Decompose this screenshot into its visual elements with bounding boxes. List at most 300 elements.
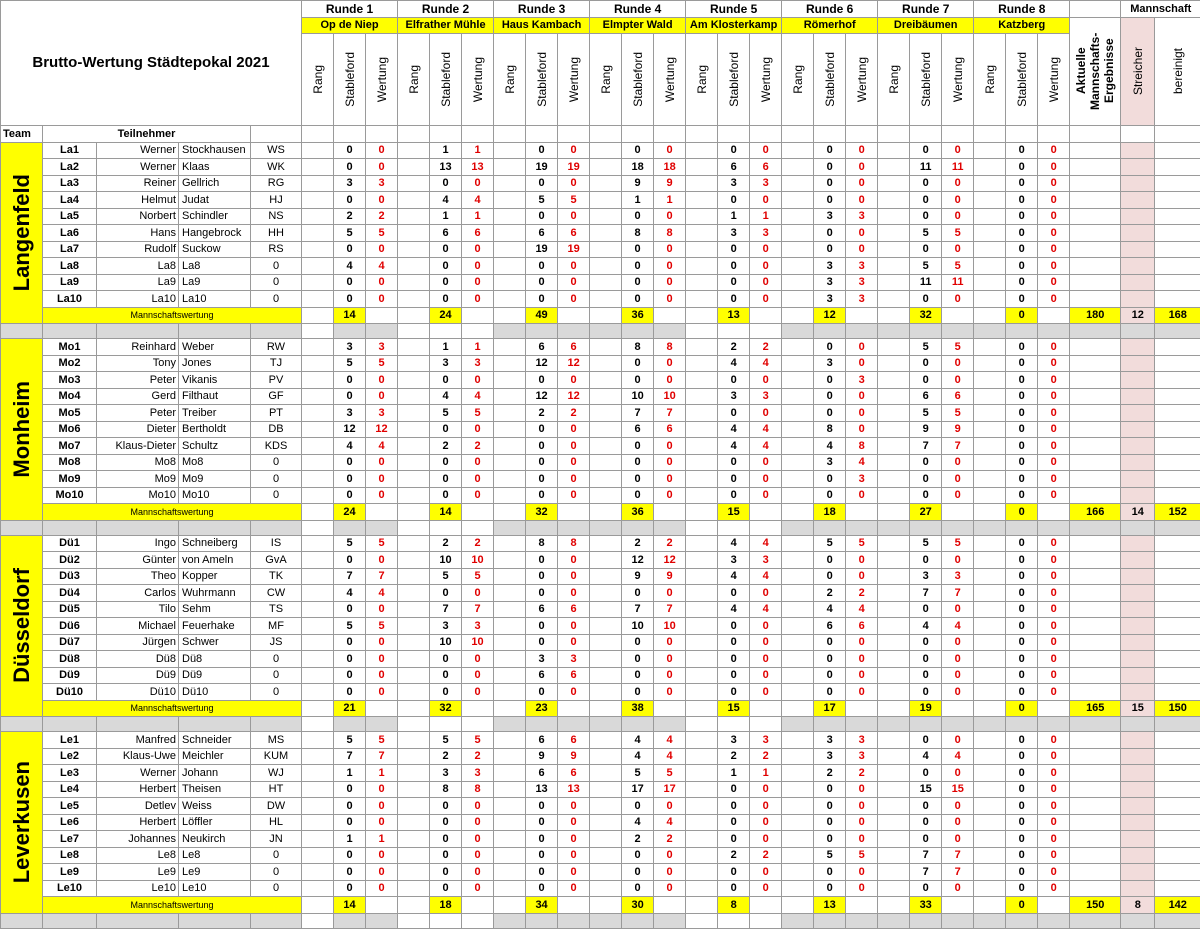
rang-cell bbox=[398, 355, 430, 372]
stableford-cell: 0 bbox=[430, 454, 462, 471]
separator-cell bbox=[1, 913, 43, 928]
separator-cell bbox=[462, 520, 494, 535]
wertung-cell: 0 bbox=[366, 880, 398, 897]
rang-cell bbox=[302, 225, 334, 242]
stableford-cell: 0 bbox=[526, 274, 558, 291]
rang-cell bbox=[878, 225, 910, 242]
wertung-cell: 0 bbox=[462, 814, 494, 831]
rang-cell bbox=[590, 864, 622, 881]
stableford-cell: 0 bbox=[430, 487, 462, 504]
stableford-cell: 0 bbox=[430, 585, 462, 602]
team-round-total: 18 bbox=[430, 897, 462, 914]
wertung-cell: 4 bbox=[942, 748, 974, 765]
rang-cell bbox=[686, 159, 718, 176]
player-row bbox=[1, 765, 1200, 782]
wertung-cell: 7 bbox=[366, 748, 398, 765]
rang-cell bbox=[782, 372, 814, 389]
blank bbox=[1155, 487, 1200, 504]
stableford-cell: 0 bbox=[718, 471, 750, 488]
player-last-name: Theisen bbox=[179, 781, 251, 798]
rang-cell bbox=[782, 765, 814, 782]
rang-cell bbox=[782, 142, 814, 159]
stableford-cell: 7 bbox=[910, 864, 942, 881]
page-title: Brutto-Wertung Städtepokal 2021 bbox=[1, 1, 302, 126]
rang-cell bbox=[974, 274, 1006, 291]
player-initials: 0 bbox=[251, 651, 302, 668]
separator-cell bbox=[334, 717, 366, 732]
stableford-cell: 0 bbox=[334, 814, 366, 831]
player-last-name: Weber bbox=[179, 339, 251, 356]
stableford-cell: 0 bbox=[718, 864, 750, 881]
stableford-cell: 0 bbox=[526, 552, 558, 569]
wertung-cell: 0 bbox=[654, 651, 686, 668]
wertung-cell: 0 bbox=[558, 142, 590, 159]
player-code: Le3 bbox=[43, 765, 97, 782]
player-initials: 0 bbox=[251, 487, 302, 504]
rang-cell bbox=[398, 732, 430, 749]
separator-cell bbox=[179, 913, 251, 928]
stableford-cell: 0 bbox=[430, 667, 462, 684]
separator-cell bbox=[1038, 520, 1070, 535]
wertung-cell: 3 bbox=[366, 405, 398, 422]
player-initials: RS bbox=[251, 241, 302, 258]
rang-cell bbox=[878, 274, 910, 291]
player-first-name: Le8 bbox=[97, 847, 179, 864]
stableford-cell: 0 bbox=[718, 487, 750, 504]
blank bbox=[1070, 175, 1121, 192]
stableford-cell: 2 bbox=[430, 748, 462, 765]
wertung-cell: 0 bbox=[366, 471, 398, 488]
rang-cell bbox=[398, 159, 430, 176]
rang-cell bbox=[878, 175, 910, 192]
blank bbox=[750, 126, 782, 143]
rang-cell bbox=[686, 700, 718, 717]
team-bereinigt: 150 bbox=[1155, 700, 1200, 717]
blank bbox=[1070, 142, 1121, 159]
rang-cell bbox=[302, 634, 334, 651]
team-round-total: 0 bbox=[1006, 504, 1038, 521]
rang-cell bbox=[782, 192, 814, 209]
player-last-name: Stockhausen bbox=[179, 142, 251, 159]
stableford-cell: 0 bbox=[430, 847, 462, 864]
stableford-cell: 3 bbox=[814, 274, 846, 291]
stableford-cell: 0 bbox=[814, 159, 846, 176]
blank bbox=[366, 307, 398, 324]
rang-cell bbox=[398, 405, 430, 422]
blank bbox=[718, 126, 750, 143]
rang-cell bbox=[878, 504, 910, 521]
player-first-name: Werner bbox=[97, 765, 179, 782]
blank bbox=[558, 700, 590, 717]
player-row bbox=[1, 454, 1200, 471]
wertung-cell: 7 bbox=[462, 601, 494, 618]
rang-cell bbox=[590, 552, 622, 569]
rang-cell bbox=[398, 601, 430, 618]
wertung-cell: 0 bbox=[366, 634, 398, 651]
team-name-label: Leverkusen bbox=[8, 761, 34, 884]
player-row bbox=[1, 192, 1200, 209]
rang-cell bbox=[974, 684, 1006, 701]
stableford-cell: 0 bbox=[1006, 781, 1038, 798]
round-venue: Haus Kambach bbox=[494, 17, 590, 34]
round-label: Runde 7 bbox=[878, 1, 974, 18]
rang-cell bbox=[398, 700, 430, 717]
rang-cell bbox=[590, 732, 622, 749]
player-initials: HL bbox=[251, 814, 302, 831]
wertung-cell: 0 bbox=[654, 454, 686, 471]
stableford-cell: 0 bbox=[910, 831, 942, 848]
player-first-name: Rudolf bbox=[97, 241, 179, 258]
blank bbox=[494, 126, 526, 143]
rang-cell bbox=[686, 798, 718, 815]
stableford-cell: 0 bbox=[430, 175, 462, 192]
separator-cell bbox=[814, 324, 846, 339]
stableford-cell: 0 bbox=[1006, 225, 1038, 242]
stableford-cell: 0 bbox=[814, 831, 846, 848]
stableford-cell: 0 bbox=[1006, 684, 1038, 701]
rang-cell bbox=[686, 864, 718, 881]
team-round-total: 15 bbox=[718, 700, 750, 717]
wertung-cell: 12 bbox=[558, 355, 590, 372]
player-code: La5 bbox=[43, 208, 97, 225]
wertung-cell: 0 bbox=[846, 421, 878, 438]
rang-cell bbox=[974, 241, 1006, 258]
rang-cell bbox=[782, 258, 814, 275]
rang-cell bbox=[782, 880, 814, 897]
separator-cell bbox=[622, 913, 654, 928]
rang-cell bbox=[494, 634, 526, 651]
stableford-cell: 0 bbox=[910, 192, 942, 209]
wertung-cell: 5 bbox=[366, 355, 398, 372]
separator-cell bbox=[1070, 520, 1121, 535]
wertung-cell: 0 bbox=[366, 487, 398, 504]
separator-cell bbox=[1121, 520, 1155, 535]
blank bbox=[1070, 241, 1121, 258]
rang-cell bbox=[494, 535, 526, 552]
rang-cell bbox=[590, 192, 622, 209]
round-label: Runde 5 bbox=[686, 1, 782, 18]
rang-cell bbox=[494, 274, 526, 291]
stableford-cell: 0 bbox=[334, 634, 366, 651]
separator-cell bbox=[654, 324, 686, 339]
stableford-cell: 0 bbox=[814, 339, 846, 356]
wertung-cell: 0 bbox=[846, 781, 878, 798]
rang-cell bbox=[878, 142, 910, 159]
player-last-name: Schneiberg bbox=[179, 535, 251, 552]
wertung-cell: 10 bbox=[654, 388, 686, 405]
blank bbox=[1070, 388, 1121, 405]
stableford-cell: 0 bbox=[430, 421, 462, 438]
wertung-cell: 0 bbox=[846, 880, 878, 897]
wertung-cell: 0 bbox=[654, 471, 686, 488]
stableford-cell: 7 bbox=[910, 847, 942, 864]
rang-cell bbox=[302, 258, 334, 275]
player-initials: MF bbox=[251, 618, 302, 635]
player-initials: 0 bbox=[251, 847, 302, 864]
blank bbox=[558, 897, 590, 914]
player-last-name: La10 bbox=[179, 291, 251, 308]
team-round-total: 23 bbox=[526, 700, 558, 717]
stableford-cell: 3 bbox=[718, 225, 750, 242]
stableford-cell: 8 bbox=[430, 781, 462, 798]
separator-cell bbox=[878, 913, 910, 928]
wertung-cell: 0 bbox=[558, 568, 590, 585]
rang-cell bbox=[878, 880, 910, 897]
stableford-cell: 6 bbox=[622, 421, 654, 438]
wertung-cell: 1 bbox=[654, 192, 686, 209]
blank bbox=[1155, 421, 1200, 438]
separator-cell bbox=[782, 913, 814, 928]
wertung-cell: 0 bbox=[1038, 798, 1070, 815]
rang-cell bbox=[686, 421, 718, 438]
player-row bbox=[1, 225, 1200, 242]
wertung-cell: 0 bbox=[366, 142, 398, 159]
rang-cell bbox=[782, 732, 814, 749]
blank bbox=[1121, 732, 1155, 749]
team-name-0 bbox=[1, 142, 43, 324]
stableford-cell: 1 bbox=[430, 208, 462, 225]
blank bbox=[1070, 421, 1121, 438]
wertung-cell: 6 bbox=[558, 732, 590, 749]
rang-cell bbox=[302, 471, 334, 488]
rang-cell bbox=[590, 667, 622, 684]
rang-cell bbox=[686, 831, 718, 848]
player-first-name: Peter bbox=[97, 372, 179, 389]
rang-cell bbox=[974, 601, 1006, 618]
separator-cell bbox=[366, 520, 398, 535]
separator-cell bbox=[302, 913, 334, 928]
rang-cell bbox=[302, 618, 334, 635]
wertung-cell: 0 bbox=[846, 651, 878, 668]
rang-cell bbox=[974, 847, 1006, 864]
wertung-cell: 0 bbox=[558, 438, 590, 455]
player-initials: 0 bbox=[251, 667, 302, 684]
wertung-cell: 2 bbox=[750, 847, 782, 864]
separator-cell bbox=[1070, 324, 1121, 339]
rang-cell bbox=[974, 798, 1006, 815]
rang-cell bbox=[686, 307, 718, 324]
blank bbox=[1121, 208, 1155, 225]
stableford-cell: 0 bbox=[910, 241, 942, 258]
stableford-cell: 0 bbox=[622, 241, 654, 258]
stableford-cell: 0 bbox=[334, 241, 366, 258]
stableford-cell: 0 bbox=[622, 438, 654, 455]
team-name-label: Monheim bbox=[8, 380, 34, 478]
stableford-cell: 0 bbox=[1006, 274, 1038, 291]
blank bbox=[1006, 126, 1038, 143]
separator-cell bbox=[878, 324, 910, 339]
rang-cell bbox=[686, 355, 718, 372]
stableford-cell: 5 bbox=[910, 339, 942, 356]
wertung-cell: 5 bbox=[366, 535, 398, 552]
stableford-cell: 0 bbox=[622, 471, 654, 488]
wertung-cell: 0 bbox=[942, 192, 974, 209]
player-last-name: Filthaut bbox=[179, 388, 251, 405]
stableford-cell: 0 bbox=[526, 175, 558, 192]
separator-cell bbox=[1070, 717, 1121, 732]
blank bbox=[1155, 274, 1200, 291]
separator-cell bbox=[910, 717, 942, 732]
stableford-cell: 2 bbox=[622, 831, 654, 848]
rang-cell bbox=[686, 847, 718, 864]
rang-cell bbox=[398, 831, 430, 848]
stableford-cell: 9 bbox=[622, 175, 654, 192]
player-code: Dü7 bbox=[43, 634, 97, 651]
player-first-name: La10 bbox=[97, 291, 179, 308]
wertung-cell: 0 bbox=[654, 208, 686, 225]
player-code: Mo9 bbox=[43, 471, 97, 488]
player-code: Dü4 bbox=[43, 585, 97, 602]
rang-cell bbox=[302, 847, 334, 864]
stableford-cell: 0 bbox=[1006, 765, 1038, 782]
rang-cell bbox=[878, 798, 910, 815]
blank bbox=[846, 700, 878, 717]
rang-cell bbox=[398, 684, 430, 701]
blank bbox=[1121, 781, 1155, 798]
separator-cell bbox=[718, 520, 750, 535]
separator-cell bbox=[686, 913, 718, 928]
wertung-cell: 0 bbox=[750, 192, 782, 209]
wertung-cell: 1 bbox=[366, 831, 398, 848]
rang-cell bbox=[686, 405, 718, 422]
wertung-cell: 0 bbox=[654, 847, 686, 864]
wertung-cell: 0 bbox=[846, 159, 878, 176]
player-code: Le5 bbox=[43, 798, 97, 815]
wertung-cell: 0 bbox=[750, 241, 782, 258]
wertung-cell: 0 bbox=[942, 651, 974, 668]
rang-cell bbox=[590, 241, 622, 258]
stableford-cell: 0 bbox=[622, 454, 654, 471]
rang-cell bbox=[302, 732, 334, 749]
rang-cell bbox=[974, 208, 1006, 225]
stableford-cell: 0 bbox=[1006, 601, 1038, 618]
team-name-1 bbox=[1, 339, 43, 521]
rang-cell bbox=[302, 700, 334, 717]
rang-cell bbox=[302, 568, 334, 585]
separator-cell bbox=[1, 324, 43, 339]
blank bbox=[1070, 552, 1121, 569]
rang-cell bbox=[302, 438, 334, 455]
rang-cell bbox=[398, 535, 430, 552]
stableford-cell: 0 bbox=[718, 651, 750, 668]
separator-cell bbox=[974, 520, 1006, 535]
rang-cell bbox=[590, 372, 622, 389]
rang-cell bbox=[398, 241, 430, 258]
rang-cell bbox=[590, 618, 622, 635]
rang-cell bbox=[782, 438, 814, 455]
rang-cell bbox=[782, 831, 814, 848]
wertung-cell: 7 bbox=[654, 601, 686, 618]
stableford-cell: 0 bbox=[718, 814, 750, 831]
rang-cell bbox=[782, 552, 814, 569]
team-round-total: 24 bbox=[334, 504, 366, 521]
rang-cell bbox=[494, 667, 526, 684]
blank bbox=[1155, 471, 1200, 488]
wertung-cell: 0 bbox=[366, 798, 398, 815]
player-last-name: Dü10 bbox=[179, 684, 251, 701]
team-round-total: 24 bbox=[430, 307, 462, 324]
wertung-cell: 11 bbox=[942, 159, 974, 176]
stableford-cell: 9 bbox=[622, 568, 654, 585]
player-first-name: Klaus-Dieter bbox=[97, 438, 179, 455]
player-last-name: Le8 bbox=[179, 847, 251, 864]
blank bbox=[366, 126, 398, 143]
rang-cell bbox=[878, 684, 910, 701]
stableford-cell: 0 bbox=[334, 601, 366, 618]
separator-cell bbox=[1, 520, 43, 535]
wertung-cell: 6 bbox=[558, 667, 590, 684]
stableford-cell: 0 bbox=[622, 355, 654, 372]
separator-cell bbox=[462, 717, 494, 732]
rang-cell bbox=[494, 568, 526, 585]
rang-cell bbox=[782, 585, 814, 602]
player-row bbox=[1, 781, 1200, 798]
blank bbox=[1070, 405, 1121, 422]
rang-cell bbox=[398, 487, 430, 504]
separator-cell bbox=[526, 520, 558, 535]
blank bbox=[654, 307, 686, 324]
blank bbox=[1070, 372, 1121, 389]
blank bbox=[1070, 684, 1121, 701]
wertung-cell: 12 bbox=[654, 552, 686, 569]
rang-cell bbox=[302, 339, 334, 356]
rang-cell bbox=[782, 421, 814, 438]
wertung-cell: 7 bbox=[654, 405, 686, 422]
rang-cell bbox=[398, 291, 430, 308]
stableford-cell: 7 bbox=[622, 405, 654, 422]
column-header-stableford: Stableford bbox=[526, 34, 558, 126]
stableford-cell: 4 bbox=[718, 438, 750, 455]
wertung-cell: 9 bbox=[558, 748, 590, 765]
rang-cell bbox=[494, 454, 526, 471]
team-round-total: 0 bbox=[1006, 700, 1038, 717]
blank bbox=[1070, 618, 1121, 635]
stableford-cell: 1 bbox=[334, 765, 366, 782]
stableford-cell: 4 bbox=[718, 535, 750, 552]
round-venue: Elfrather Mühle bbox=[398, 17, 494, 34]
wertung-cell: 0 bbox=[654, 438, 686, 455]
team-total-row bbox=[1, 504, 1200, 521]
stableford-cell: 4 bbox=[910, 748, 942, 765]
player-last-name: La9 bbox=[179, 274, 251, 291]
stableford-cell: 5 bbox=[334, 355, 366, 372]
blank bbox=[1121, 667, 1155, 684]
rang-cell bbox=[686, 388, 718, 405]
column-header-rang: Rang bbox=[398, 34, 430, 126]
blank bbox=[1121, 618, 1155, 635]
rang-cell bbox=[398, 274, 430, 291]
player-last-name: von Ameln bbox=[179, 552, 251, 569]
stableford-cell: 3 bbox=[718, 732, 750, 749]
player-last-name: La8 bbox=[179, 258, 251, 275]
blank bbox=[366, 897, 398, 914]
stableford-cell: 0 bbox=[910, 798, 942, 815]
wertung-cell: 0 bbox=[1038, 634, 1070, 651]
rang-cell bbox=[302, 307, 334, 324]
rang-cell bbox=[686, 175, 718, 192]
separator-cell bbox=[686, 324, 718, 339]
separator-cell bbox=[558, 913, 590, 928]
rang-cell bbox=[974, 388, 1006, 405]
blank bbox=[1121, 831, 1155, 848]
separator-cell bbox=[43, 717, 97, 732]
rang-cell bbox=[686, 438, 718, 455]
separator-cell bbox=[1121, 717, 1155, 732]
player-last-name: Feuerhake bbox=[179, 618, 251, 635]
player-row bbox=[1, 864, 1200, 881]
wertung-cell: 0 bbox=[942, 634, 974, 651]
rang-cell bbox=[398, 634, 430, 651]
